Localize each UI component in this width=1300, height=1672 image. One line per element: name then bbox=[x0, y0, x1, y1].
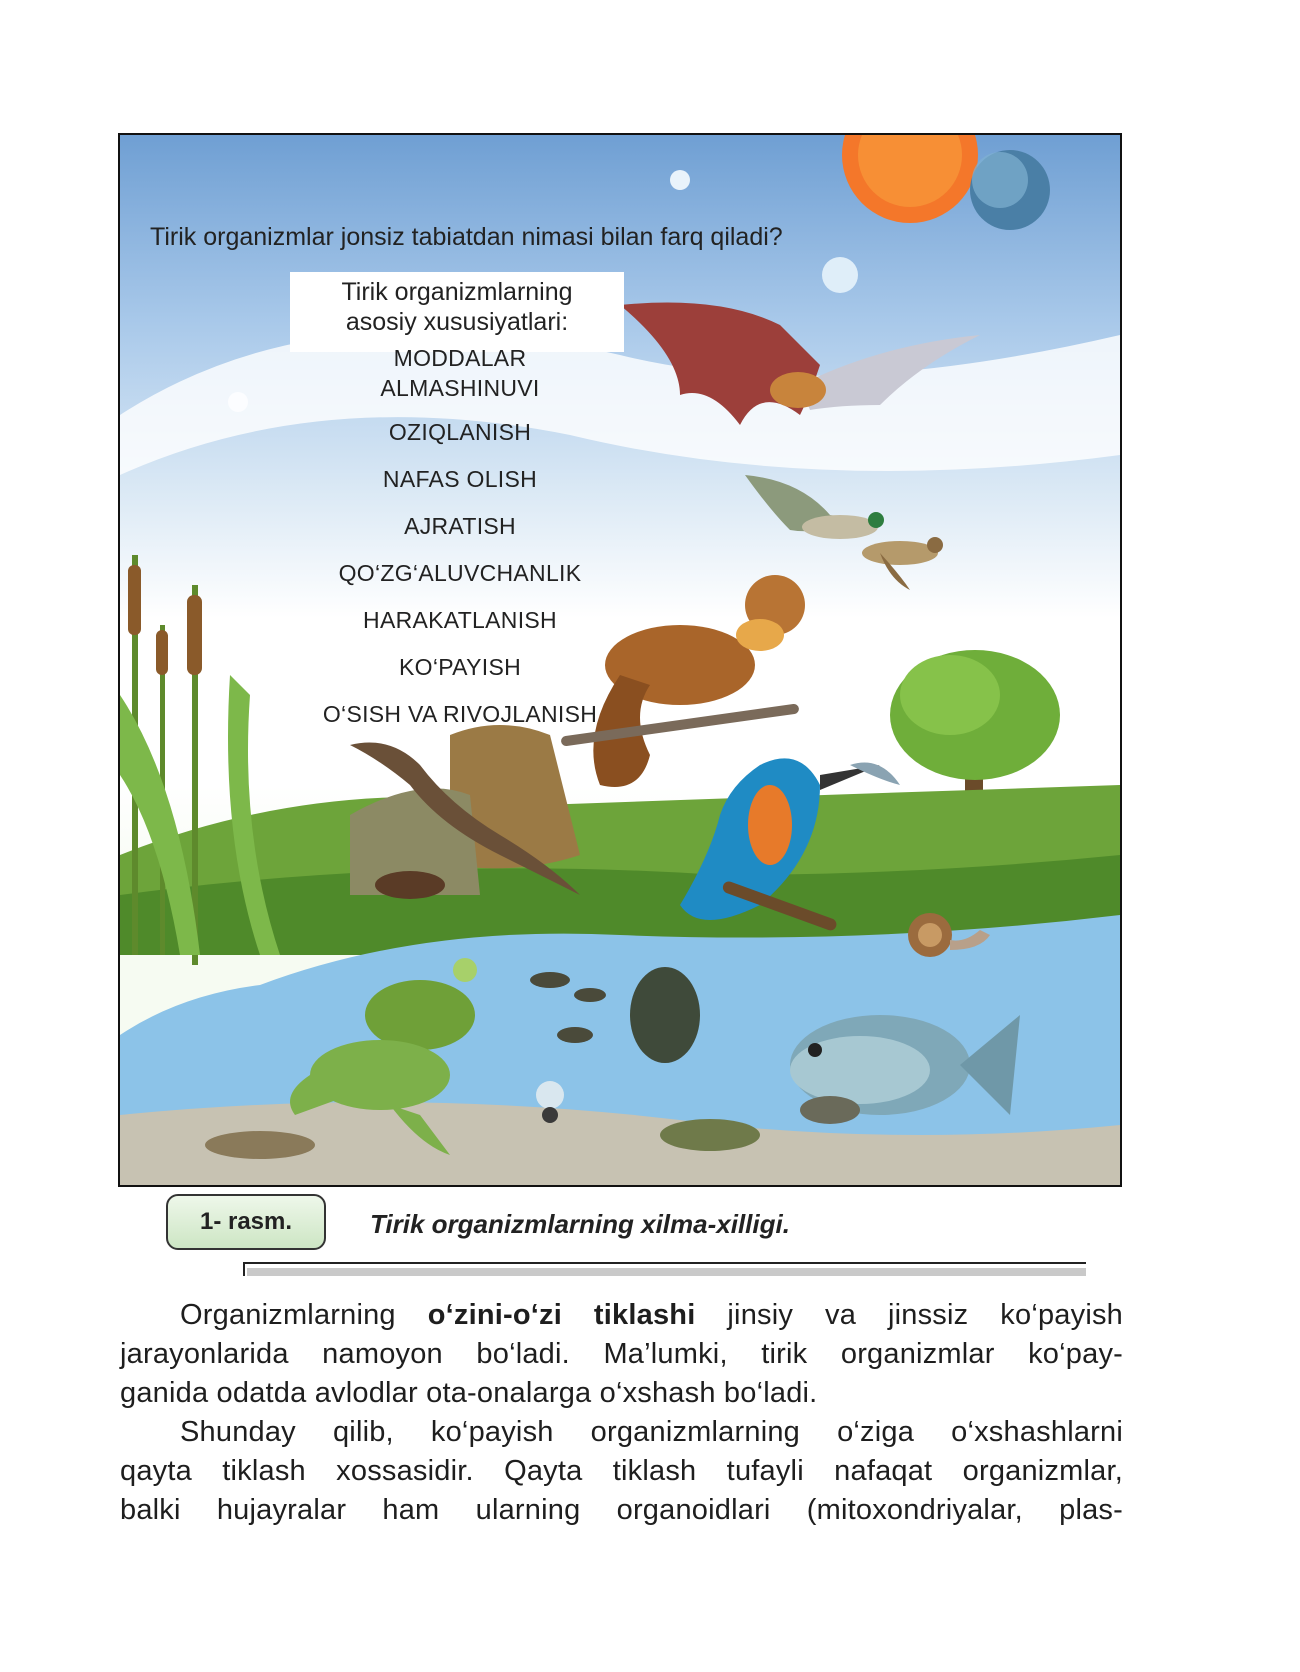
water-beetle-icon bbox=[630, 967, 700, 1063]
figure-question: Tirik organizmlar jonsiz tabiatdan nimasi bilan farq qiladi? bbox=[150, 223, 783, 251]
paragraph-line: jarayonlarida namoyon bo‘ladi. Ma’lumki, tirik organizmlar ko‘pay- bbox=[120, 1338, 1123, 1370]
properties-title bbox=[290, 277, 624, 337]
property-item: O‘SISH VA RIVOJLANISH bbox=[322, 701, 598, 727]
paragraph-line: ganida odatda avlodlar ota-onalarga o‘xshash bo‘ladi. bbox=[120, 1377, 818, 1409]
paragraph-line: qayta tiklash xossasidir. Qayta tiklash tufayli nafaqat organizmlar, bbox=[120, 1455, 1123, 1487]
text-span: jinsiy va jinssiz ko‘payish bbox=[695, 1299, 1123, 1331]
bold-term: o‘zini-o‘zi tiklashi bbox=[427, 1299, 696, 1331]
property-item: ALMASHINUVI bbox=[380, 375, 540, 401]
figure-number-badge: 1- rasm. bbox=[166, 1194, 326, 1250]
text-span: Organizmlarning bbox=[180, 1299, 428, 1331]
tadpole-icon bbox=[530, 972, 570, 988]
paragraph-line bbox=[120, 1296, 1123, 1335]
paragraph-line: Shunday qilib, ko‘payish organizmlarning o‘ziga o‘xshashlarni bbox=[180, 1416, 1123, 1448]
beetle-icon bbox=[375, 871, 445, 899]
properties-title-line2: asosiy xususiyatlari: bbox=[345, 308, 569, 336]
spider-icon bbox=[536, 1081, 564, 1109]
insect-larva-icon bbox=[205, 1131, 315, 1159]
figure-caption: Tirik organizmlarning xilma-xilligi. bbox=[370, 1209, 790, 1239]
property-item: AJRATISH bbox=[404, 513, 516, 539]
properties-title-line1: Tirik organizmlarning bbox=[341, 278, 573, 306]
property-item: KO‘PAYISH bbox=[399, 654, 521, 680]
caption-underline bbox=[243, 1262, 1086, 1276]
ducks-icon bbox=[745, 475, 943, 590]
star-icon bbox=[670, 170, 690, 190]
figure-illustration bbox=[118, 133, 1122, 1187]
property-item: MODDALAR bbox=[393, 345, 527, 371]
paragraph-line: balki hujayralar ham ularning organoidlari (mitoxondriyalar, plas- bbox=[120, 1494, 1123, 1526]
property-item: HARAKATLANISH bbox=[363, 607, 557, 633]
property-item: QO‘ZG‘ALUVCHANLIK bbox=[338, 560, 582, 586]
property-item: NAFAS OLISH bbox=[382, 466, 538, 492]
property-item: OZIQLANISH bbox=[388, 419, 532, 445]
moon-icon bbox=[822, 257, 858, 293]
